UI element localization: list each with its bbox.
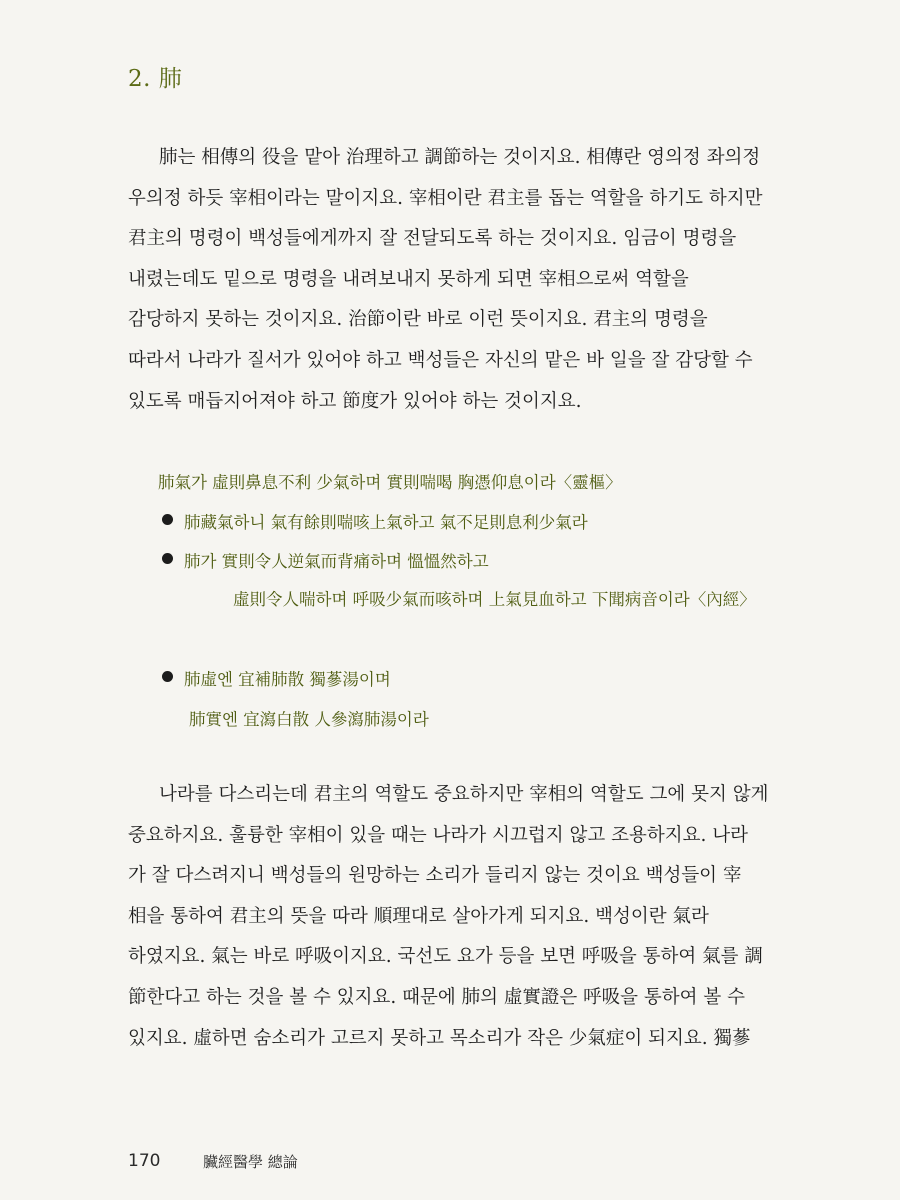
text-line: 肺는 相傳의 役을 맡아 治理하고 調節하는 것이지요. 相傳란 영의정 좌의정 <box>159 147 761 168</box>
running-title: 臟經醫學 總論 <box>203 1153 298 1171</box>
classic-quote: 肺氣가 虛則鼻息不利 少氣하며 實則喘喝 胸憑仰息이라〈靈樞〉 <box>158 473 622 492</box>
bullet-dot-icon <box>162 671 173 682</box>
text-line: 우의정 하듯 宰相이라는 말이지요. 宰相이란 君主를 돕는 역할을 하기도 하지만 <box>128 187 763 209</box>
text-line: 있도록 매듭지어져야 하고 節度가 있어야 하는 것이지요. <box>128 390 582 412</box>
text-line: 相을 통하여 君主의 뜻을 따라 順理대로 살아가게 되지요. 백성이란 氣라 <box>128 905 709 927</box>
text-line: 따라서 나라가 질서가 있어야 하고 백성들은 자신의 맡은 바 일을 잘 감당할 수 <box>128 349 753 371</box>
text-line: 있지요. 虛하면 숨소리가 고르지 못하고 목소리가 작은 少氣症이 되지요. 獨蔘 <box>128 1027 751 1049</box>
bullet-continuation: 虛則令人喘하며 呼吸少氣而咳하며 上氣見血하고 下聞病音이라〈內經〉 <box>233 590 756 609</box>
body-paragraph-2 <box>128 775 888 1059</box>
text-line: 君主의 명령이 백성들에게까지 잘 전달되도록 하는 것이지요. 임금이 명령을 <box>128 228 737 250</box>
bullet-text: 肺虛엔 宜補肺散 獨蔘湯이며 <box>184 670 391 689</box>
bullet-text: 肺藏氣하니 氣有餘則喘咳上氣하고 氣不足則息利少氣라 <box>184 513 588 532</box>
bullet-item <box>162 509 588 533</box>
text-line: 내렸는데도 밑으로 명령을 내려보내지 못하게 되면 宰相으로써 역할을 <box>128 268 689 290</box>
text-line: 감당하지 못하는 것이지요. 治節이란 바로 이런 뜻이지요. 君主의 명령을 <box>128 309 708 331</box>
page-number: 170 <box>128 1151 161 1171</box>
bullet-dot-icon <box>162 514 173 525</box>
text-line: 나라를 다스리는데 君主의 역할도 중요하지만 宰相의 역할도 그에 못지 않게 <box>159 784 769 805</box>
body-paragraph-1 <box>128 138 888 422</box>
bullet-text: 肺가 實則令人逆氣而背痛하며 慍慍然하고 <box>184 552 489 571</box>
text-line: 가 잘 다스려지니 백성들의 원망하는 소리가 들리지 않는 것이요 백성들이 宰 <box>128 865 742 887</box>
section-heading: 2. 肺 <box>128 66 183 92</box>
bullet-item <box>162 666 391 690</box>
text-line: 중요하지요. 훌륭한 宰相이 있을 때는 나라가 시끄럽지 않고 조용하지요. 나라 <box>128 824 748 846</box>
text-line: 節한다고 하는 것을 볼 수 있지요. 때문에 肺의 虛實證은 呼吸을 통하여 볼 수 <box>128 986 745 1008</box>
bullet-dot-icon <box>162 553 173 564</box>
bullet-item <box>162 548 489 572</box>
text-line: 하였지요. 氣는 바로 呼吸이지요. 국선도 요가 등을 보면 呼吸을 통하여 氣를 調 <box>128 946 763 968</box>
bullet-continuation: 肺實엔 宜瀉白散 人參瀉肺湯이라 <box>189 710 429 729</box>
